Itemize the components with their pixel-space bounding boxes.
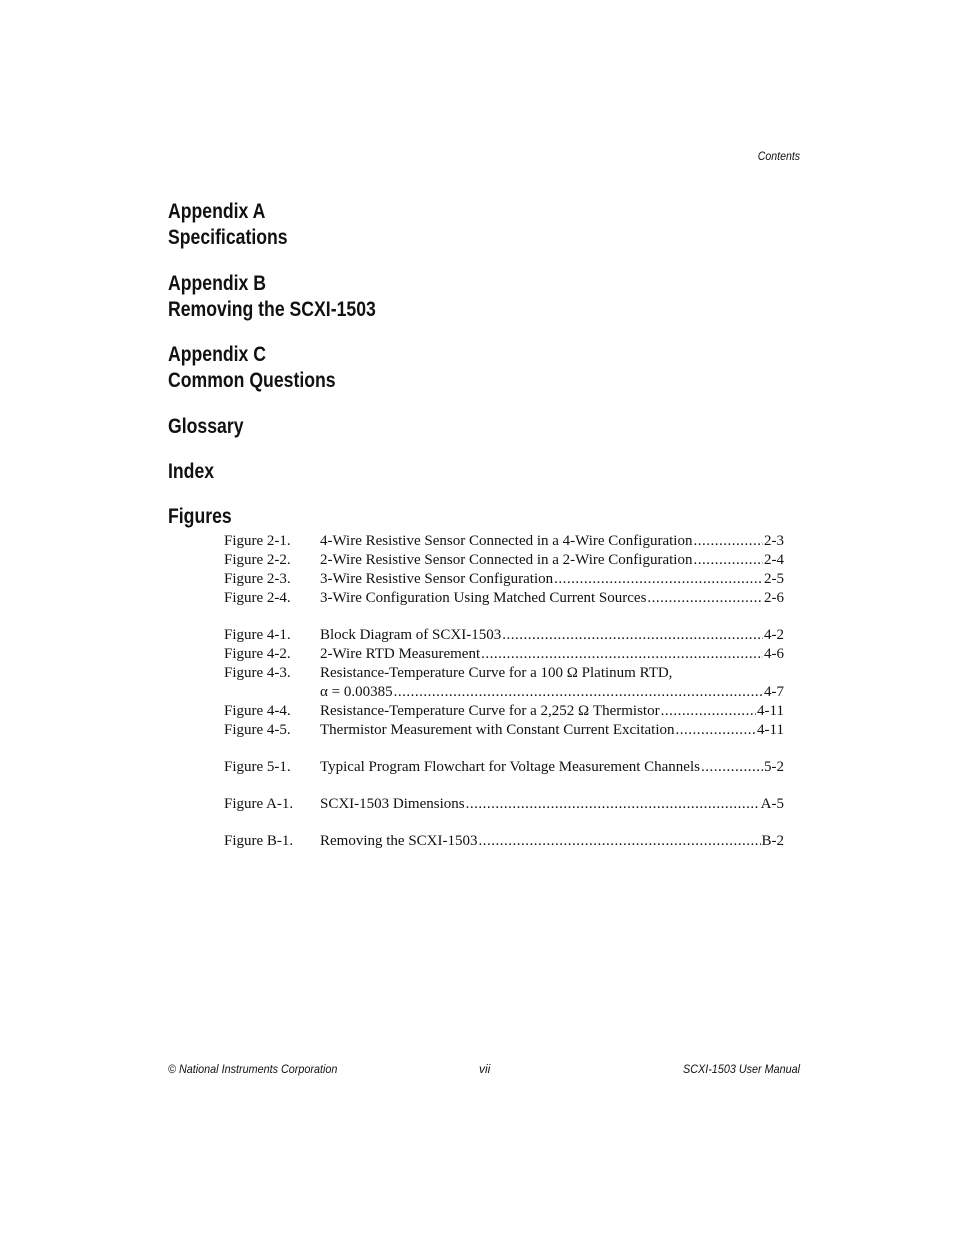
leader-dots bbox=[481, 645, 763, 664]
appendix-c-heading bbox=[168, 342, 336, 394]
figure-page: 4-11 bbox=[757, 703, 784, 719]
figures-heading: Figures bbox=[168, 505, 232, 528]
figure-title: Thermistor Measurement with Constant Current Excitation bbox=[320, 722, 675, 738]
figure-entry-5-1 bbox=[224, 758, 784, 777]
footer-manual-title: SCXI-1503 User Manual bbox=[682, 1062, 800, 1076]
figure-page: 2-5 bbox=[764, 571, 784, 587]
leader-dots bbox=[693, 532, 763, 551]
footer-page-number: vii bbox=[479, 1062, 491, 1076]
appendix-a-title: Specifications bbox=[168, 226, 288, 249]
figure-number: Figure 2-4. bbox=[224, 590, 291, 606]
figure-entry-4-2 bbox=[224, 645, 784, 664]
figure-page: 5-2 bbox=[764, 759, 784, 775]
figure-title-continued: α = 0.00385 bbox=[320, 684, 393, 700]
appendix-a-label: Appendix A bbox=[168, 200, 266, 223]
figure-page: 4-2 bbox=[764, 627, 784, 643]
figure-number: Figure 2-2. bbox=[224, 552, 291, 568]
figure-number: Figure 2-3. bbox=[224, 571, 291, 587]
figure-entry-2-3 bbox=[224, 570, 784, 589]
figure-page: B-2 bbox=[761, 833, 784, 849]
figure-title: SCXI-1503 Dimensions bbox=[320, 796, 465, 812]
figure-entry-b-1 bbox=[224, 832, 784, 851]
figure-list bbox=[224, 532, 784, 851]
running-head: Contents bbox=[757, 149, 800, 163]
figure-page: 4-7 bbox=[764, 684, 784, 700]
figure-number: Figure 4-4. bbox=[224, 703, 291, 719]
leader-dots bbox=[479, 832, 761, 851]
appendix-b-title: Removing the SCXI-1503 bbox=[168, 298, 376, 321]
figure-page: 2-3 bbox=[764, 533, 784, 549]
leader-dots bbox=[701, 758, 763, 777]
figure-entry-4-3-continued bbox=[224, 683, 784, 702]
figure-title: Removing the SCXI-1503 bbox=[320, 833, 478, 849]
figure-title: 3-Wire Configuration Using Matched Current Sources bbox=[320, 590, 647, 606]
figure-title: 3-Wire Resistive Sensor Configuration bbox=[320, 571, 554, 587]
leader-dots bbox=[394, 683, 763, 702]
leader-dots bbox=[466, 795, 760, 814]
figure-page: 2-6 bbox=[764, 590, 784, 606]
figure-entry-4-4 bbox=[224, 702, 784, 721]
footer-copyright: © National Instruments Corporation bbox=[168, 1062, 338, 1076]
figure-page: 4-6 bbox=[764, 646, 784, 662]
figure-number: Figure 2-1. bbox=[224, 533, 291, 549]
figure-number: Figure 4-1. bbox=[224, 627, 291, 643]
figure-entry-4-3 bbox=[224, 664, 784, 683]
figure-title: Block Diagram of SCXI-1503 bbox=[320, 627, 502, 643]
figure-number: Figure 5-1. bbox=[224, 759, 291, 775]
figure-title: Resistance-Temperature Curve for a 2,252 Ω Thermistor bbox=[320, 703, 660, 719]
figure-number: Figure 4-5. bbox=[224, 722, 291, 738]
leader-dots bbox=[554, 570, 763, 589]
figure-entry-2-4 bbox=[224, 589, 784, 608]
figure-title: Resistance-Temperature Curve for a 100 Ω Platinum RTD, bbox=[320, 665, 673, 681]
figure-number: Figure 4-3. bbox=[224, 665, 291, 681]
figure-page: A-5 bbox=[760, 796, 784, 812]
figure-number: Figure 4-2. bbox=[224, 646, 291, 662]
figure-entry-4-1 bbox=[224, 626, 784, 645]
appendix-c-label: Appendix C bbox=[168, 343, 267, 366]
appendix-b-label: Appendix B bbox=[168, 272, 267, 295]
glossary-heading: Glossary bbox=[168, 415, 244, 438]
figure-page: 4-11 bbox=[757, 722, 784, 738]
figure-title: 2-Wire Resistive Sensor Connected in a 2-Wire Configuration bbox=[320, 552, 693, 568]
figure-title: 4-Wire Resistive Sensor Connected in a 4-Wire Configuration bbox=[320, 533, 693, 549]
figure-entry-2-1 bbox=[224, 532, 784, 551]
index-heading: Index bbox=[168, 460, 215, 483]
appendix-c-title: Common Questions bbox=[168, 369, 336, 392]
leader-dots bbox=[647, 589, 763, 608]
leader-dots bbox=[502, 626, 763, 645]
figure-title: 2-Wire RTD Measurement bbox=[320, 646, 481, 662]
leader-dots bbox=[661, 702, 756, 721]
figure-entry-4-5 bbox=[224, 721, 784, 740]
leader-dots bbox=[693, 551, 763, 570]
figure-number: Figure B-1. bbox=[224, 833, 294, 849]
figure-title: Typical Program Flowchart for Voltage Measurement Channels bbox=[320, 759, 700, 775]
figure-entry-a-1 bbox=[224, 795, 784, 814]
appendix-a-heading bbox=[168, 199, 288, 251]
figure-page: 2-4 bbox=[764, 552, 784, 568]
figure-number: Figure A-1. bbox=[224, 796, 294, 812]
leader-dots bbox=[676, 721, 757, 740]
appendix-b-heading bbox=[168, 271, 376, 323]
figure-entry-2-2 bbox=[224, 551, 784, 570]
